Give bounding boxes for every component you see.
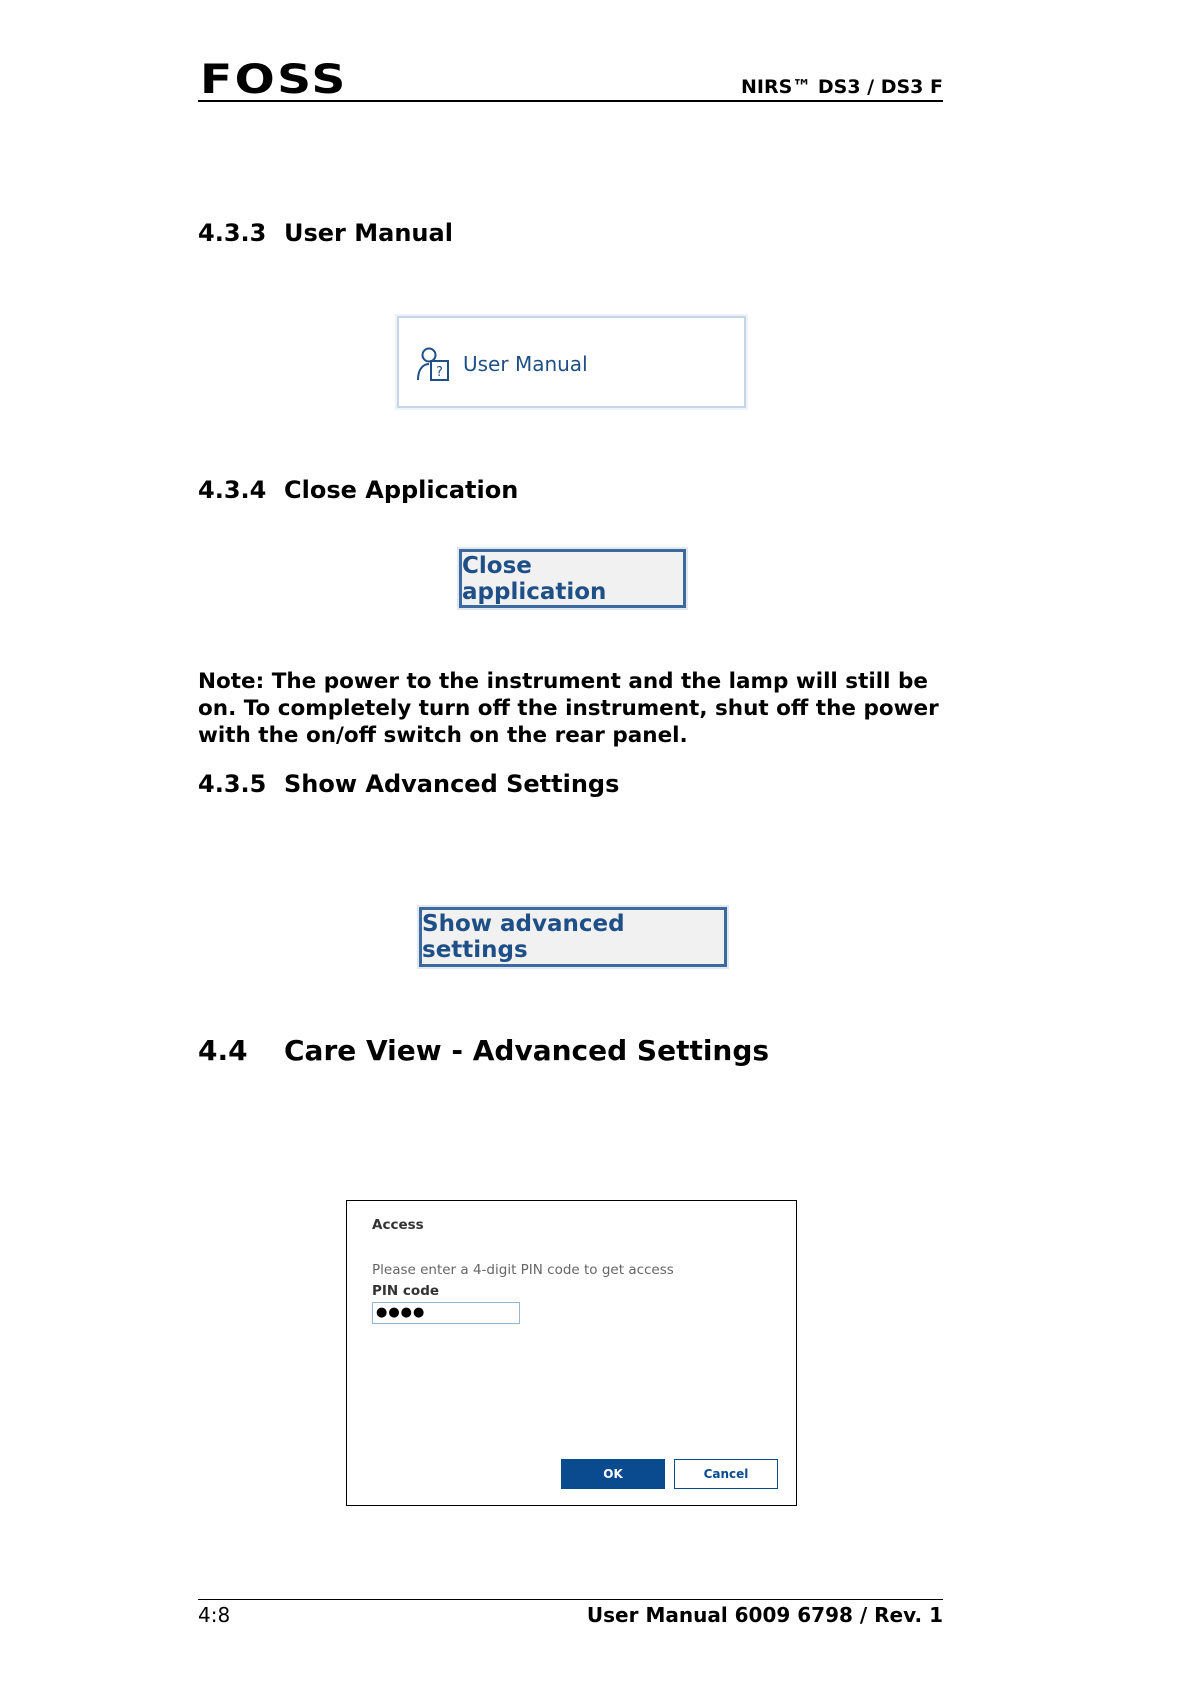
section-number: 4.3.4 [198, 476, 267, 504]
footer-divider [198, 1599, 943, 1600]
dialog-message: Please enter a 4-digit PIN code to get access [372, 1262, 674, 1278]
dialog-title: Access [372, 1217, 424, 1233]
show-advanced-settings-button[interactable]: Show advanced settings [419, 907, 727, 967]
section-title: User Manual [284, 219, 453, 247]
section-number: 4.4 [198, 1034, 248, 1067]
power-note: Note: The power to the instrument and the lamp will still be on. To completely turn off the instrument, shut off the power with the on/off switch on the rear panel. [198, 669, 939, 748]
cancel-button[interactable]: Cancel [674, 1459, 778, 1489]
section-number: 4.3.5 [198, 770, 267, 798]
foss-logo: FOSS [200, 57, 348, 103]
page-number: 4:8 [198, 1603, 231, 1627]
section-heading-close-application [198, 476, 518, 504]
user-manual-button[interactable] [397, 316, 746, 408]
access-dialog [346, 1200, 797, 1506]
svg-text:?: ? [436, 365, 443, 380]
section-title: Care View - Advanced Settings [284, 1034, 770, 1067]
user-help-icon [416, 346, 450, 382]
close-application-button[interactable]: Close application [459, 549, 686, 608]
footer-document-reference: User Manual 6009 6798 / Rev. 1 [586, 1603, 943, 1627]
section-number: 4.3.3 [198, 219, 267, 247]
section-heading-care-view [198, 1034, 769, 1067]
pin-code-label: PIN code [372, 1283, 440, 1299]
document-title: NIRS™ DS3 / DS3 F [740, 76, 943, 98]
user-manual-label: User Manual [463, 352, 588, 376]
header-divider [198, 100, 943, 102]
pin-code-input[interactable]: ●●●● [372, 1302, 520, 1324]
section-title: Close Application [284, 476, 519, 504]
ok-button[interactable]: OK [561, 1459, 665, 1489]
section-title: Show Advanced Settings [284, 770, 620, 798]
section-heading-show-advanced-settings [198, 770, 619, 798]
section-heading-user-manual [198, 219, 453, 247]
